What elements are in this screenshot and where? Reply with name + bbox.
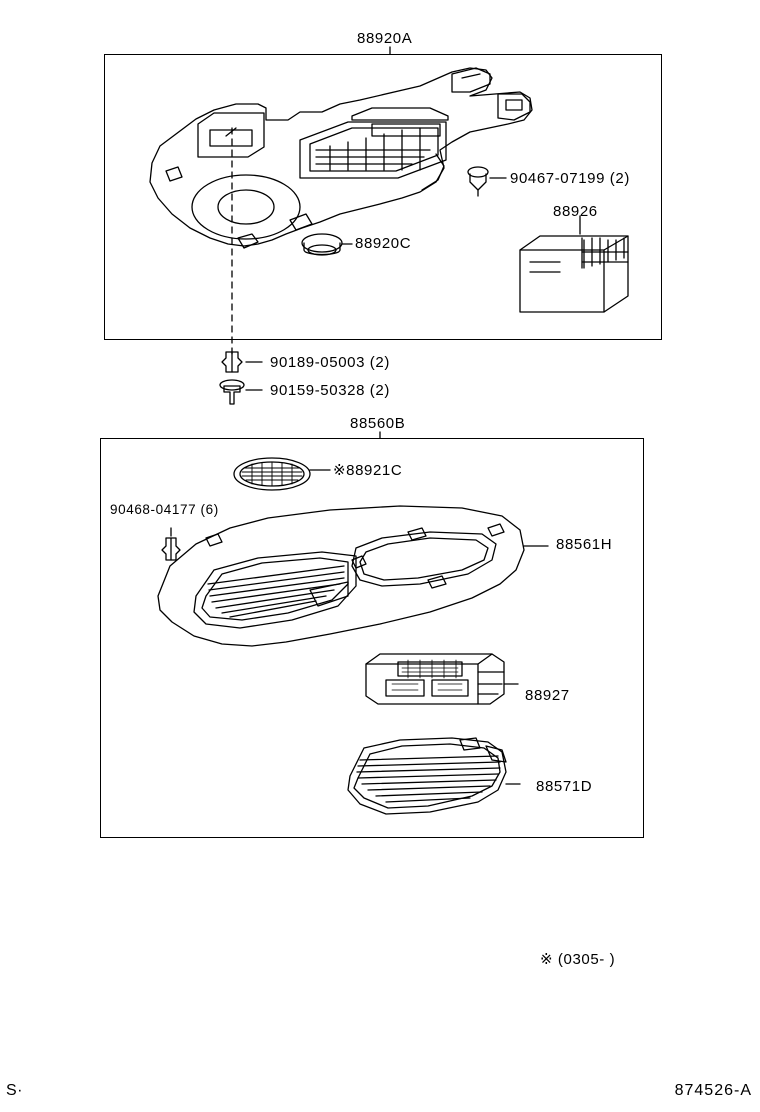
label-88921c: ※88921C <box>333 462 403 479</box>
label-90468-04177: 90468-04177 (6) <box>110 502 219 517</box>
label-88920a: 88920A <box>357 30 413 47</box>
label-90159-50328: 90159-50328 (2) <box>270 382 390 399</box>
footnote-date-range: ※ (0305- ) <box>540 951 616 968</box>
label-88561h: 88561H <box>556 536 613 553</box>
label-88560b: 88560B <box>350 415 406 432</box>
label-88920c: 88920C <box>355 235 412 252</box>
footer-right-code: 874526-A <box>674 1082 752 1099</box>
label-88927: 88927 <box>525 687 570 704</box>
label-90467-07199: 90467-07199 (2) <box>510 170 630 187</box>
label-90189-05003: 90189-05003 (2) <box>270 354 390 371</box>
label-88571d: 88571D <box>536 778 593 795</box>
label-88926: 88926 <box>553 203 598 220</box>
group-box-upper <box>104 54 662 340</box>
footer-left-code: S· <box>6 1082 23 1099</box>
